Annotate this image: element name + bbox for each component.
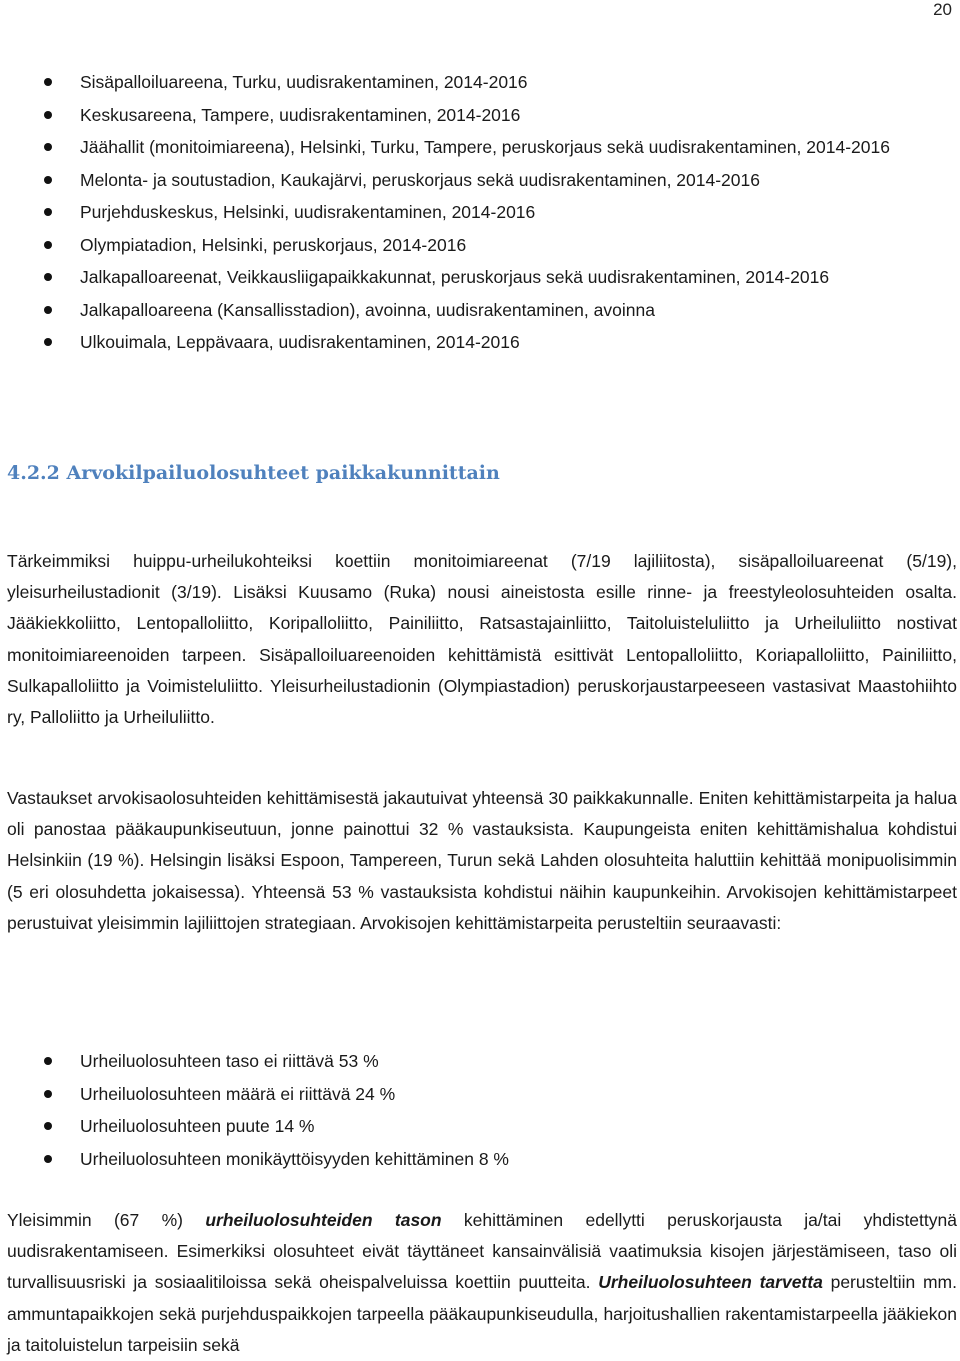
bullet-icon [44, 241, 52, 249]
text-run: perusteltiin mm. ammuntapaikkojen sekä purjehduspaikkojen tarpeella pääkaupunkiseudulla, harjoitushallien rakentamistarpeella jääkiekon ja taitoluistelun tarpeisiin sekä [7, 1272, 957, 1355]
paragraph-level-details [7, 1205, 957, 1361]
bullet-icon [44, 338, 52, 346]
bullet-icon [44, 176, 52, 184]
list-item [0, 196, 960, 229]
list-item-text: Sisäpalloiluareena, Turku, uudisrakentaminen, 2014-2016 [80, 72, 528, 92]
list-item [0, 294, 960, 327]
list-item [0, 131, 960, 164]
justification-list [0, 1045, 960, 1175]
list-item-text: Jalkapalloareenat, Veikkausliigapaikkakunnat, peruskorjaus sekä uudisrakentaminen, 2014-2016 [80, 267, 830, 287]
bullet-icon [44, 306, 52, 314]
bullet-icon [44, 1155, 52, 1163]
list-item [0, 164, 960, 197]
emphasis-text: Urheiluolosuhteen tarvetta [598, 1272, 823, 1293]
list-item [0, 99, 960, 132]
list-item-text: Olympiatadion, Helsinki, peruskorjaus, 2014-2016 [80, 234, 467, 255]
list-item [0, 261, 960, 294]
list-item [0, 1143, 960, 1176]
page-number: 20 [933, 0, 952, 19]
list-item [0, 229, 960, 262]
bullet-icon [44, 111, 52, 119]
text-run: kehittäminen edellytti peruskorjausta ja/tai yhdistettynä uudisrakentamiseen. Esimerkiksi olosuhteet eivät täyttäneet kansainvälisiä vaatimuksia kisojen järjestämiseen, taso oli turvallisuusriski ja sosiaalitiloissa sekä oheispalveluissa koettiin puutteita. [7, 1210, 957, 1293]
bullet-icon [44, 273, 52, 281]
paragraph-localities: Vastaukset arvokisaolosuhteiden kehittämisestä jakautuivat yhteensä 30 paikkakunnalle. Eniten kehittämistarpeita ja halua oli panostaa pääkaupunkiseutuun, jonne painottui 32 % vastauksista. Kaupungeista eniten kehittämishalua kohdistui Helsinkiin (19 %). Helsingin lisäksi Espoon, Tampereen, Turun sekä Lahden olosuhteita haluttiin kehittää monipuolisimmin (5 eri olosuhdetta jokaisessa). Yhteensä 53 % vastauksista kohdistui näihin kaupunkeihin. Arvokisojen kehittämistarpeet perustuivat yleisimmin lajiliittojen strategiaan. Arvokisojen kehittämistarpeita perusteltiin seuraavasti: [7, 788, 957, 933]
list-item-text: Melonta- ja soutustadion, Kaukajärvi, peruskorjaus sekä uudisrakentaminen, 2014-2016 [80, 169, 760, 190]
list-item [0, 1078, 960, 1111]
list-item-text: Urheiluolosuhteen monikäyttöisyyden kehittäminen 8 % [80, 1148, 509, 1169]
bullet-icon [44, 208, 52, 216]
list-item-text: Urheiluolosuhteen taso ei riittävä 53 % [80, 1051, 379, 1071]
bullet-icon [44, 1122, 52, 1130]
list-item-text: Jalkapalloareena (Kansallisstadion), avoinna, uudisrakentaminen, avoinna [80, 299, 655, 320]
bullet-icon [44, 143, 52, 151]
list-item [0, 66, 960, 99]
section-heading: 4.2.2 Arvokilpailuolosuhteet paikkakunnittain [7, 462, 500, 484]
list-item-text: Purjehduskeskus, Helsinki, uudisrakentaminen, 2014-2016 [80, 202, 536, 222]
list-item [0, 1110, 960, 1143]
list-item-text: Keskusareena, Tampere, uudisrakentaminen, 2014-2016 [80, 104, 521, 125]
text-run: Yleisimmin (67 %) [7, 1210, 206, 1230]
bullet-icon [44, 1090, 52, 1098]
list-item-text: Urheiluolosuhteen puute 14 % [80, 1116, 315, 1136]
bullet-icon [44, 1057, 52, 1065]
list-item [0, 1045, 960, 1078]
paragraph-top-targets: Tärkeimmiksi huippu-urheilukohteiksi koettiin monitoimiareenat (7/19 lajiliitosta), sisäpalloiluareenat (5/19), yleisurheilustadionit (3/19). Lisäksi Kuusamo (Ruka) nousi aineistosta esille rinne- ja freestyleolosuhteiden osalta. Jääkiekkoliitto, Lentopalloliitto, Koripalloliitto, Painiliitto, Ratsastajainliitto, Taitoluisteluliitto ja Urheiluliitto nostivat monitoimiareenoiden tarpeen. Sisäpalloiluareenoiden kehittämistä esittivät Lentopalloliitto, Koriapalloliitto, Painiliitto, Sulkapalloliitto ja Voimisteluliitto. Yleisurheilustadionin (Olympiastadion) peruskorjaustarpeeseen vastasivat Maastohiihto ry, Palloliitto ja Urheiluliitto. [7, 551, 957, 728]
list-item-text: Ulkouimala, Leppävaara, uudisrakentaminen, 2014-2016 [80, 332, 520, 352]
emphasis-text: urheiluolosuhteiden tason [205, 1210, 442, 1230]
list-item [0, 326, 960, 359]
bullet-icon [44, 78, 52, 86]
facility-list [0, 66, 960, 359]
list-item-text: Urheiluolosuhteen määrä ei riittävä 24 % [80, 1083, 396, 1104]
list-item-text: Jäähallit (monitoimiareena), Helsinki, Turku, Tampere, peruskorjaus sekä uudisrakentaminen, 2014-2016 [80, 137, 890, 157]
